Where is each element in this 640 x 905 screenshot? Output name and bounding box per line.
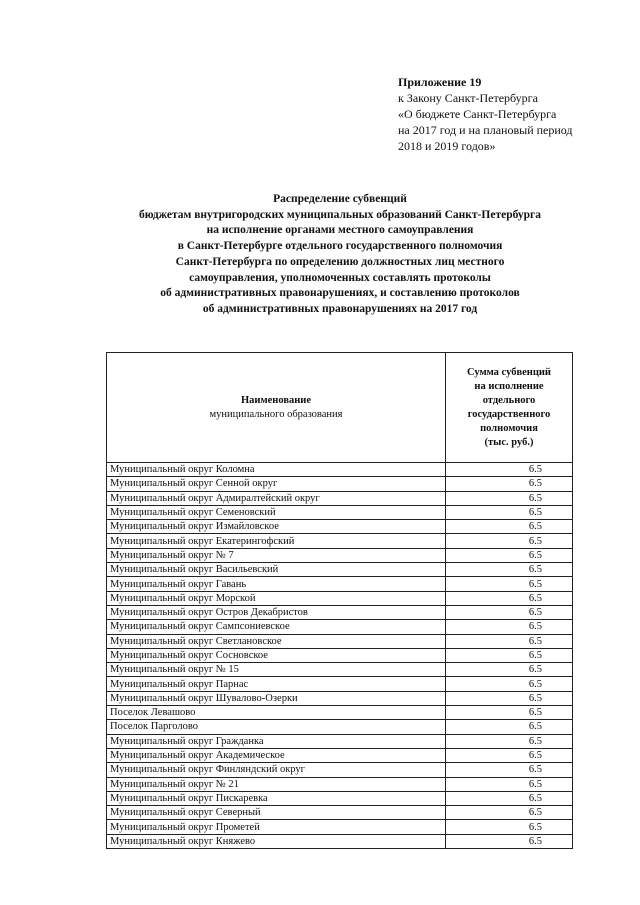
table-row bbox=[107, 720, 573, 734]
municipality-name-cell: Поселок Левашово bbox=[107, 706, 446, 720]
municipality-name-cell: Муниципальный округ Измайловское bbox=[107, 520, 446, 534]
subvention-sum-cell: 6.5 bbox=[446, 620, 573, 634]
table-row bbox=[107, 577, 573, 591]
subvention-sum-cell: 6.5 bbox=[446, 834, 573, 848]
municipality-name-cell: Муниципальный округ Семеновский bbox=[107, 505, 446, 519]
subvention-sum-cell: 6.5 bbox=[446, 605, 573, 619]
table-row bbox=[107, 620, 573, 634]
appendix-line: на 2017 год и на плановый период bbox=[398, 123, 573, 137]
table-row bbox=[107, 677, 573, 691]
municipality-name-cell: Муниципальный округ № 15 bbox=[107, 663, 446, 677]
table-row bbox=[107, 806, 573, 820]
subvention-sum-cell: 6.5 bbox=[446, 563, 573, 577]
table-row bbox=[107, 548, 573, 562]
municipality-name-cell: Поселок Парголово bbox=[107, 720, 446, 734]
subvention-sum-cell: 6.5 bbox=[446, 706, 573, 720]
municipality-name-cell: Муниципальный округ Сенной округ bbox=[107, 477, 446, 491]
subvention-sum-cell: 6.5 bbox=[446, 677, 573, 691]
table-row bbox=[107, 791, 573, 805]
subvention-sum-cell: 6.5 bbox=[446, 720, 573, 734]
header-sum-line: Сумма субвенций bbox=[467, 366, 551, 378]
title-line: в Санкт-Петербурге отдельного государственного полномочия bbox=[177, 240, 503, 253]
municipality-name-cell: Муниципальный округ Академическое bbox=[107, 748, 446, 762]
column-header-name bbox=[107, 353, 446, 463]
subvention-sum-cell: 6.5 bbox=[446, 577, 573, 591]
header-name-line: муниципального образования bbox=[209, 408, 343, 420]
subvention-sum-cell: 6.5 bbox=[446, 748, 573, 762]
table-row bbox=[107, 820, 573, 834]
table-row bbox=[107, 634, 573, 648]
subvention-sum-cell: 6.5 bbox=[446, 648, 573, 662]
municipality-name-cell: Муниципальный округ Пискаревка bbox=[107, 791, 446, 805]
municipality-name-cell: Муниципальный округ Сампсониевское bbox=[107, 620, 446, 634]
appendix-line: 2018 и 2019 годов» bbox=[398, 139, 496, 153]
table-row bbox=[107, 763, 573, 777]
appendix-number: Приложение 19 bbox=[398, 75, 482, 89]
municipality-name-cell: Муниципальный округ Остров Декабристов bbox=[107, 605, 446, 619]
subvention-sum-cell: 6.5 bbox=[446, 734, 573, 748]
table-row bbox=[107, 477, 573, 491]
header-sum-line: на исполнение bbox=[474, 380, 544, 392]
subvention-sum-cell: 6.5 bbox=[446, 491, 573, 505]
subvention-sum-cell: 6.5 bbox=[446, 477, 573, 491]
table-row bbox=[107, 491, 573, 505]
subvention-sum-cell: 6.5 bbox=[446, 463, 573, 477]
table-row bbox=[107, 520, 573, 534]
table-row bbox=[107, 648, 573, 662]
title-line: об административных правонарушениях, и составлению протоколов bbox=[160, 287, 520, 300]
subvention-sum-cell: 6.5 bbox=[446, 806, 573, 820]
municipality-name-cell: Муниципальный округ Светлановское bbox=[107, 634, 446, 648]
municipality-name-cell: Муниципальный округ Шувалово-Озерки bbox=[107, 691, 446, 705]
subvention-sum-cell: 6.5 bbox=[446, 763, 573, 777]
table-row bbox=[107, 534, 573, 548]
subvention-sum-cell: 6.5 bbox=[446, 634, 573, 648]
table-row bbox=[107, 563, 573, 577]
title-line: самоуправления, уполномоченных составлять протоколы bbox=[189, 271, 491, 284]
subvention-sum-cell: 6.5 bbox=[446, 548, 573, 562]
column-header-sum bbox=[446, 353, 573, 463]
municipality-name-cell: Муниципальный округ № 21 bbox=[107, 777, 446, 791]
table-row bbox=[107, 748, 573, 762]
table-row bbox=[107, 505, 573, 519]
municipality-name-cell: Муниципальный округ Княжево bbox=[107, 834, 446, 848]
table-row bbox=[107, 463, 573, 477]
document-title bbox=[60, 192, 620, 318]
municipality-name-cell: Муниципальный округ Морской bbox=[107, 591, 446, 605]
subvention-sum-cell: 6.5 bbox=[446, 691, 573, 705]
municipality-name-cell: Муниципальный округ Северный bbox=[107, 806, 446, 820]
municipality-name-cell: Муниципальный округ Гражданка bbox=[107, 734, 446, 748]
header-sum-line: государственного bbox=[467, 408, 551, 420]
municipality-name-cell: Муниципальный округ Парнас bbox=[107, 677, 446, 691]
table-row bbox=[107, 777, 573, 791]
municipality-name-cell: Муниципальный округ Сосновское bbox=[107, 648, 446, 662]
title-line: об административных правонарушениях на 2017 год bbox=[202, 302, 478, 315]
subvention-sum-cell: 6.5 bbox=[446, 791, 573, 805]
title-line: бюджетам внутригородских муниципальных образований Санкт-Петербурга bbox=[138, 208, 542, 221]
subvention-sum-cell: 6.5 bbox=[446, 777, 573, 791]
appendix-line: «О бюджете Санкт-Петербурга bbox=[398, 107, 557, 121]
title-line: Распределение субвенций bbox=[273, 193, 407, 205]
title-line: Санкт-Петербурга по определению должностных лиц местного bbox=[175, 255, 505, 268]
subvention-sum-cell: 6.5 bbox=[446, 520, 573, 534]
municipality-name-cell: Муниципальный округ Коломна bbox=[107, 463, 446, 477]
table-header-row bbox=[107, 353, 573, 463]
municipality-name-cell: Муниципальный округ Адмиралтейский округ bbox=[107, 491, 446, 505]
header-sum-line: отдельного bbox=[482, 394, 536, 406]
subvention-sum-cell: 6.5 bbox=[446, 663, 573, 677]
subvention-sum-cell: 6.5 bbox=[446, 591, 573, 605]
municipality-name-cell: Муниципальный округ Екатерингофский bbox=[107, 534, 446, 548]
subvention-sum-cell: 6.5 bbox=[446, 505, 573, 519]
title-line: на исполнение органами местного самоуправления bbox=[206, 224, 474, 237]
municipality-name-cell: Муниципальный округ Прометей bbox=[107, 820, 446, 834]
table-row bbox=[107, 734, 573, 748]
municipality-name-cell: Муниципальный округ Гавань bbox=[107, 577, 446, 591]
table-row bbox=[107, 605, 573, 619]
table-row bbox=[107, 706, 573, 720]
municipality-name-cell: Муниципальный округ Васильевский bbox=[107, 563, 446, 577]
table-row bbox=[107, 663, 573, 677]
table-row bbox=[107, 591, 573, 605]
municipality-name-cell: Муниципальный округ № 7 bbox=[107, 548, 446, 562]
table-body bbox=[107, 463, 573, 849]
header-name-line: Наименование bbox=[241, 394, 311, 406]
table-row bbox=[107, 691, 573, 705]
header-sum-line: (тыс. руб.) bbox=[484, 436, 534, 448]
subvention-sum-cell: 6.5 bbox=[446, 534, 573, 548]
subvention-sum-cell: 6.5 bbox=[446, 820, 573, 834]
subvention-table bbox=[106, 352, 573, 849]
table-row bbox=[107, 834, 573, 848]
appendix-line: к Закону Санкт-Петербурга bbox=[398, 91, 538, 105]
municipality-name-cell: Муниципальный округ Финляндский округ bbox=[107, 763, 446, 777]
header-sum-line: полномочия bbox=[480, 422, 538, 434]
appendix-block bbox=[398, 74, 618, 154]
